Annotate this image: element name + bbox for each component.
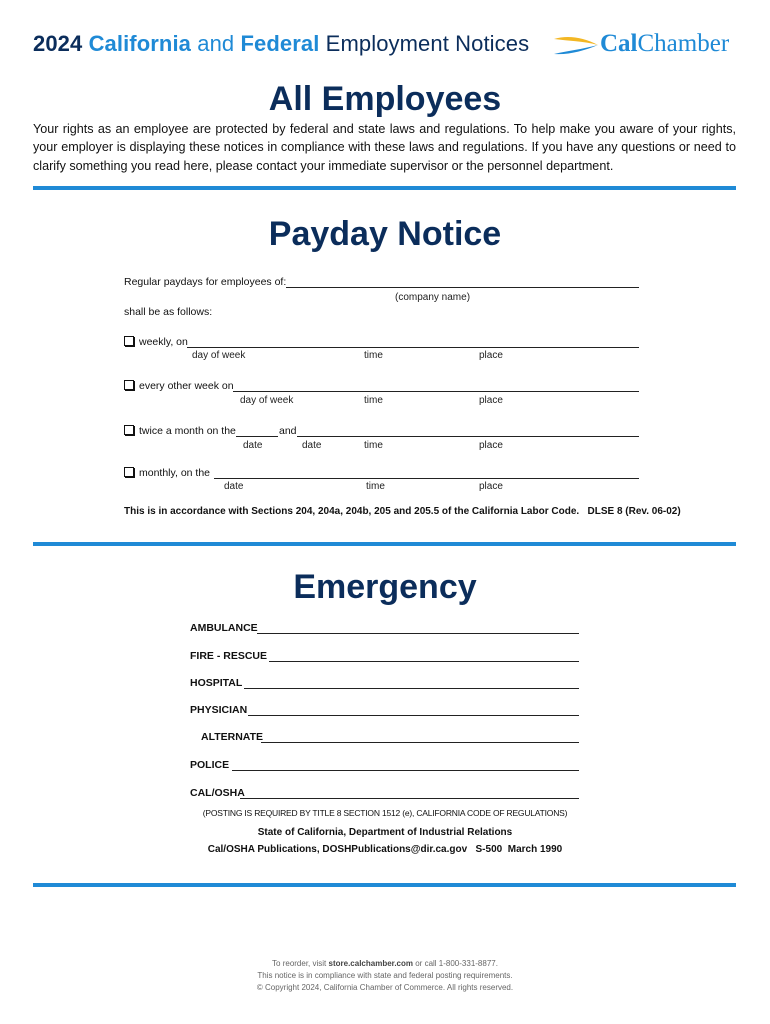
company-name-caption: (company name) <box>395 292 471 303</box>
divider-1 <box>33 186 736 190</box>
semimonthly-field[interactable] <box>297 436 639 437</box>
weekly-sub-time: time <box>364 350 383 361</box>
option-monthly-label: monthly, on the <box>139 467 211 479</box>
calchamber-swoosh-icon <box>553 33 599 57</box>
footer-copyright: © Copyright 2024, California Chamber of Commerce. All rights reserved. <box>256 983 514 992</box>
posting-requirement: (POSTING IS REQUIRED BY TITLE 8 SECTION 1512 (e), CALIFORNIA CODE OF REGULATIONS) <box>202 808 568 818</box>
header-rest: Employment Notices <box>325 31 530 56</box>
semimonthly-sub-time: time <box>364 440 383 451</box>
biweekly-sub-day: day of week <box>240 395 294 406</box>
field-hospital-input[interactable] <box>244 688 579 689</box>
field-ambulance-input[interactable] <box>257 633 579 634</box>
follows-label: shall be as follows: <box>124 306 213 318</box>
weekly-sub-day: day of week <box>192 350 246 361</box>
footer-reorder-suffix: or call 1-800-331-8877. <box>415 959 498 968</box>
header-california: California <box>88 31 192 56</box>
divider-2 <box>33 542 736 546</box>
logo-text <box>600 30 729 58</box>
checkbox-icon[interactable] <box>124 467 134 477</box>
option-monthly <box>124 467 210 479</box>
divider-3 <box>33 883 736 887</box>
option-semimonthly <box>124 425 236 437</box>
field-calosha-label: CAL/OSHA <box>190 787 245 799</box>
field-ambulance-label: AMBULANCE <box>190 622 258 634</box>
monthly-sub-place: place <box>479 481 503 492</box>
logo-cal: Cal <box>600 30 638 57</box>
biweekly-field[interactable] <box>233 391 639 392</box>
option-biweekly-label: every other week on <box>139 380 234 392</box>
checkbox-icon[interactable] <box>124 380 134 390</box>
field-fire-rescue-input[interactable] <box>269 661 579 662</box>
all-employees-title: All Employees <box>268 80 502 118</box>
monthly-sub-date: date <box>224 481 244 492</box>
semimonthly-and: and <box>279 425 297 437</box>
footer-reorder-prefix: To reorder, visit <box>272 959 327 968</box>
weekly-field[interactable] <box>187 347 639 348</box>
field-physician-label: PHYSICIAN <box>190 704 248 716</box>
payday-title: Payday Notice <box>268 215 502 253</box>
checkbox-icon[interactable] <box>124 336 134 346</box>
header-federal: Federal <box>240 31 320 56</box>
semimonthly-sub-date2: date <box>302 440 322 451</box>
field-police-input[interactable] <box>232 770 579 771</box>
biweekly-sub-time: time <box>364 395 383 406</box>
field-alternate-input[interactable] <box>261 742 579 743</box>
header-title <box>33 31 529 57</box>
company-name-field[interactable] <box>286 287 639 288</box>
header-and: and <box>197 31 235 56</box>
checkbox-icon[interactable] <box>124 425 134 435</box>
option-semimonthly-label: twice a month on the <box>139 425 236 437</box>
weekly-sub-place: place <box>479 350 503 361</box>
field-physician-input[interactable] <box>248 715 579 716</box>
field-hospital-label: HOSPITAL <box>190 677 243 689</box>
regular-paydays-label: Regular paydays for employees of: <box>124 276 287 288</box>
option-weekly-label: weekly, on <box>139 336 188 348</box>
field-alternate-label: ALTERNATE <box>201 731 264 743</box>
emergency-title: Emergency <box>293 568 477 606</box>
footer-reorder-site[interactable]: store.calchamber.com <box>328 959 413 968</box>
logo-chamber: Chamber <box>637 30 730 57</box>
labor-code-note: This is in accordance with Sections 204, 204a, 204b, 205 and 205.5 of the California Labor Code. DLSE 8 (Rev. 06-02) <box>124 506 681 517</box>
semimonthly-sub-date1: date <box>243 440 263 451</box>
field-calosha-input[interactable] <box>240 798 579 799</box>
option-weekly <box>124 336 188 348</box>
header-year: 2024 <box>33 31 83 56</box>
option-biweekly <box>124 380 234 392</box>
field-police-label: POLICE <box>190 759 230 771</box>
monthly-sub-time: time <box>366 481 385 492</box>
footer-compliance: This notice is in compliance with state and federal posting requirements. <box>257 971 513 980</box>
state-dir: State of California, Department of Industrial Relations <box>257 827 513 838</box>
all-employees-intro: Your rights as an employee are protected by federal and state laws and regulations. To help make you aware of your rights, your employer is displaying these notices in compliance with these laws and regulations. If you have any questions or need to clarify something you read here, please contact your immediate supervisor or the personnel department. <box>33 122 736 173</box>
monthly-field[interactable] <box>214 478 639 479</box>
calosha-publications: Cal/OSHA Publications, DOSHPublications@dir.ca.gov S-500 March 1990 <box>207 844 563 855</box>
footer <box>0 958 770 994</box>
footer-reorder <box>0 958 770 970</box>
calchamber-logo <box>553 28 743 62</box>
semimonthly-date1-field[interactable] <box>236 436 278 437</box>
semimonthly-sub-place: place <box>479 440 503 451</box>
biweekly-sub-place: place <box>479 395 503 406</box>
field-fire-rescue-label: FIRE - RESCUE <box>190 650 268 662</box>
